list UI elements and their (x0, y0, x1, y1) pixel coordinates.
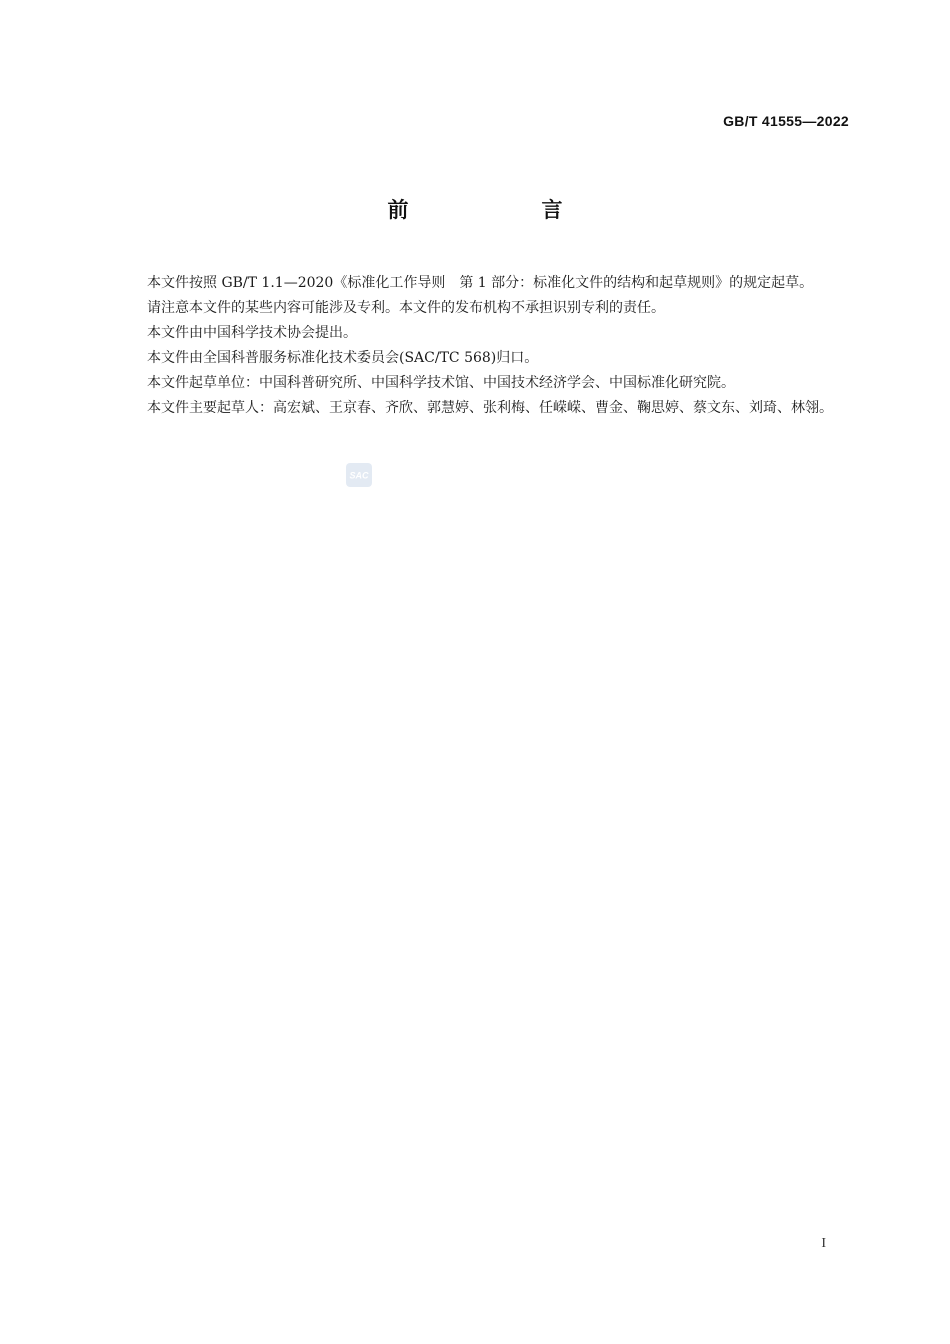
paragraph-drafting-units: 本文件起草单位：中国科普研究所、中国科学技术馆、中国技术经济学会、中国标准化研究院。 (147, 375, 735, 391)
paragraph-responsible-committee: 本文件由全国科普服务标准化技术委员会(SAC/TC 568)归口。 (147, 350, 539, 366)
page-title: 前 言 (387, 198, 619, 222)
page-number: I (821, 1236, 826, 1251)
standard-code: GB/T 41555—2022 (723, 113, 849, 129)
paragraph-proposer: 本文件由中国科学技术协会提出。 (147, 325, 357, 341)
paragraph-drafters: 本文件主要起草人：高宏斌、王京春、齐欣、郭慧婷、张利梅、任嵘嵘、曹金、鞠思婷、蔡文东、刘琦、林翎。 (147, 400, 833, 416)
sac-logo-icon (347, 469, 371, 481)
paragraph-drafting-rules: 本文件按照 GB/T 1.1—2020《标准化工作导则 第 1 部分：标准化文件的结构和起草规则》的规定起草。 (147, 275, 814, 291)
paragraph-patent-notice: 请注意本文件的某些内容可能涉及专利。本文件的发布机构不承担识别专利的责任。 (147, 300, 665, 316)
foreword-body (115, 271, 851, 421)
svg-text:SAC: SAC (349, 470, 369, 481)
sac-watermark-logo (346, 463, 372, 487)
